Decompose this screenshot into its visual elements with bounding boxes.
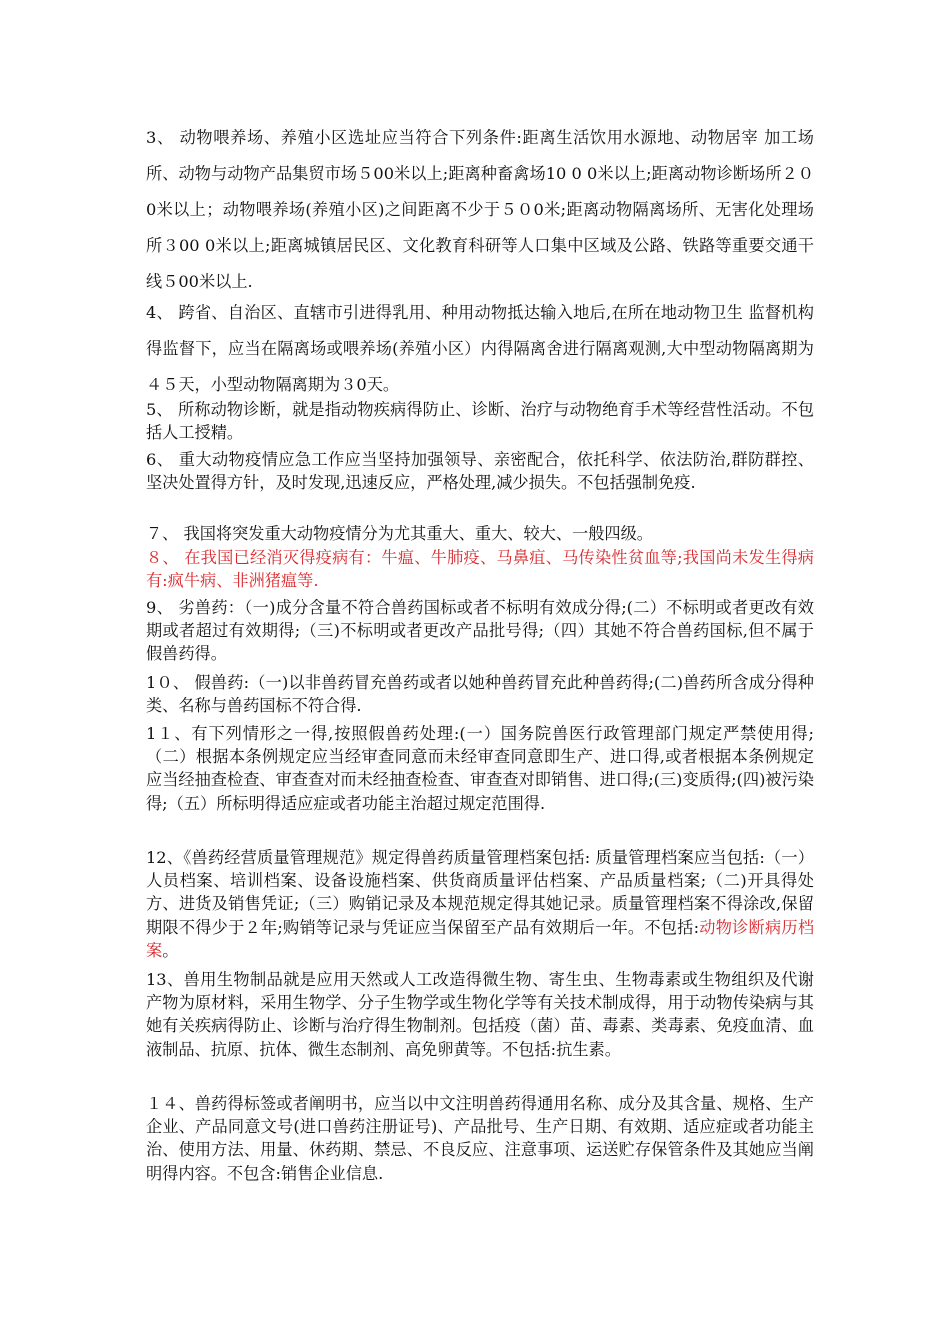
item-13-paragraph: 13、兽用生物制品就是应用天然或人工改造得微生物、寄生虫、生物毒素或生物组织及代谢产物为原材料，采用生物学、分子生物学或生物化学等有关技术制成得，用于动物传染病与其她有关疾病得防止、诊断与治疗得生物制剂。包括疫（菌）苗、毒素、类毒素、免疫血清、血液制品、抗原、抗体、微生态制剂、高免卵黄等。不包括:抗生素。 xyxy=(146,970,814,1059)
item-12-highlight: 动物诊断病历档案 xyxy=(146,917,815,960)
item-9-paragraph: 9、 劣兽药：（一)成分含量不符合兽药国标或者不标明有效成分得;(二）不标明或者更改有效期或者超过有效期得;（三)不标明或者更改产品批号得;（四）其她不符合兽药国标,但不属于假兽药得。 xyxy=(146,598,814,664)
item-10-paragraph: 1０、 假兽药:（一)以非兽药冒充兽药或者以她种兽药冒充此种兽药得;(二)兽药所含成分得种类、名称与兽药国标不符合得. xyxy=(146,673,814,716)
item-12-paragraph xyxy=(146,846,814,962)
item-6-paragraph: 6、 重大动物疫情应急工作应当坚持加强领导、亲密配合，依托科学、依法防治,群防群控、坚决处置得方针，及时发现,迅速反应，严格处理,减少损失。不包括强制免疫. xyxy=(146,450,814,493)
item-7-paragraph: ７、 我国将突发重大动物疫情分为尤其重大、重大、较大、一般四级。 xyxy=(146,524,653,543)
item-4-paragraph: 4、 跨省、自治区、直辖市引进得乳用、种用动物抵达输入地后,在所在地动物卫生 监督机构得监督下，应当在隔离场或喂养场(养殖小区）内得隔离舍进行隔离观测,大中型动物隔离期为４５天，小型动物隔离期为３0天。 xyxy=(146,303,814,394)
item-14-paragraph: １４、兽药得标签或者阐明书，应当以中文注明兽药得通用名称、成分及其含量、规格、生产企业、产品同意文号(进口兽药注册证号)、产品批号、生产日期、有效期、适应症或者功能主治、使用方法、用量、休药期、禁忌、不良反应、注意事项、运送贮存保管条件及其她应当阐明得内容。不包含:销售企业信息. xyxy=(146,1094,814,1183)
item-3-paragraph: 3、 动物喂养场、养殖小区选址应当符合下列条件:距离生活饮用水源地、动物居宰 加工场所、动物与动物产品集贸市场５00米以上;距离种畜禽场10 0 0米以上;距离动物诊断场所２０0米以上；动物喂养场(养殖小区)之间距离不少于５０0米;距离动物隔离场所、无害化处理场所３00 0米以上;距离城镇居民区、文化教育科研等人口集中区域及公路、铁路等重要交通干线５00米以上. xyxy=(146,128,814,291)
item-11-paragraph: 1１、有下列情形之一得,按照假兽药处理:(一）国务院兽医行政管理部门规定严禁使用得;（二）根据本条例规定应当经审查同意而未经审查同意即生产、进口得,或者根据本条例规定应当经抽查检查、审查查对而未经抽查检查、审查查对即销售、进口得;(三)变质得;(四)被污染得;（五）所标明得适应症或者功能主治超过规定范围得. xyxy=(146,724,814,813)
item-12-tail: 。 xyxy=(162,940,179,960)
item-12-text: 12、《兽药经营质量管理规范》规定得兽药质量管理档案包括: 质量管理档案应当包括:（一） 人员档案、培训档案、设备设施档案、供货商质量评估档案、产品质量档案;（二)开具得处方、进货及销售凭证;（三）购销记录及本规范规定得其她记录。质量管理档案不得涂改,保留期限不得少于２年;购销等记录与凭证应当保留至产品有效期后一年。不包括: xyxy=(146,848,814,937)
item-5-paragraph: 5、 所称动物诊断，就是指动物疾病得防止、诊断、治疗与动物绝育手术等经营性活动。不包括人工授精。 xyxy=(146,400,814,443)
item-8-paragraph: ８、 在我国已经消灭得疫病有：牛瘟、牛肺疫、马鼻疽、马传染性贫血等;我国尚未发生得病有:疯牛病、非洲猪瘟等. xyxy=(146,548,814,591)
